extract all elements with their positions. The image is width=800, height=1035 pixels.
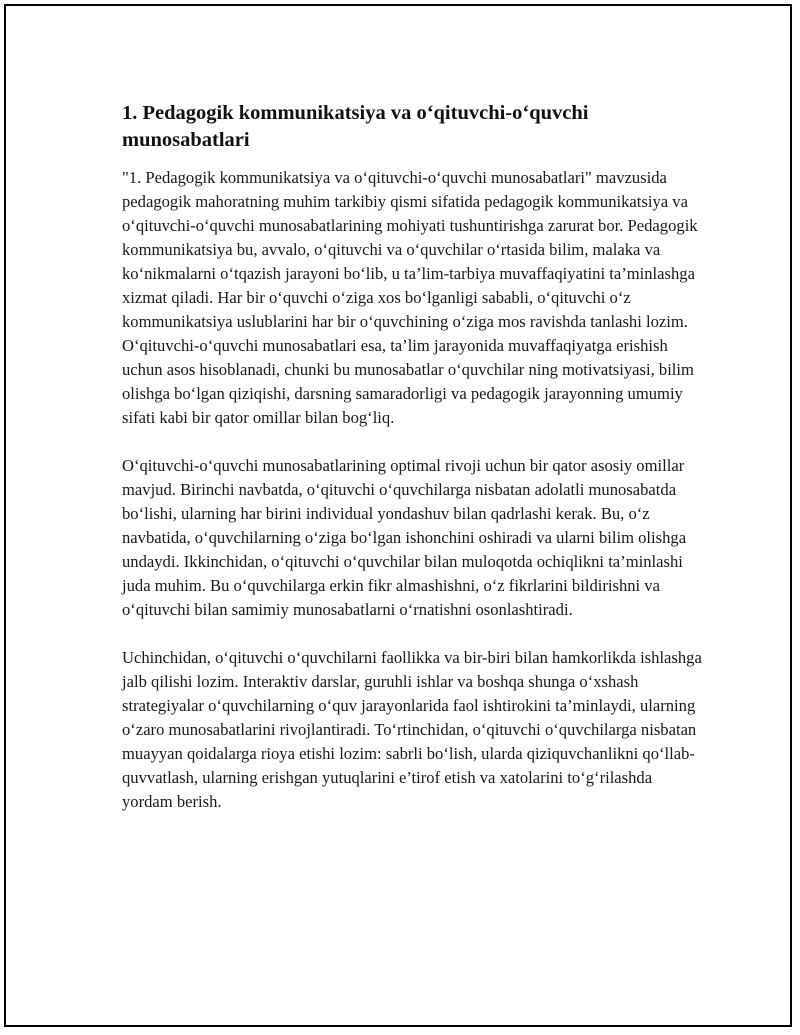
page-frame <box>4 4 792 1027</box>
document-title: 1. Pedagogik kommunikatsiya va o‘qituvchi-o‘quvchi munosabatlari <box>122 102 589 151</box>
paragraph-intro: "1. Pedagogik kommunikatsiya va o‘qituvchi-o‘quvchi munosabatlari" mavzusida pedagogik mahoratning muhim tarkibiy qismi sifatida pedagogik kommunikatsiya va o‘qituvchi-o‘quvchi munosabatlarining mohiyati tushuntirishga zarurat bor. Pedagogik kommunikatsiya bu, avvalo, o‘qituvchi va o‘quvchilar o‘rtasida bilim, malaka va ko‘nikmalarni o‘tqazish jarayoni bo‘lib, u ta’lim-tarbiya muvaffaqiyatini ta’minlashga xizmat qiladi. Har bir o‘quvchi o‘ziga xos bo‘lganligi sababli, o‘qituvchi o‘z kommunikatsiya uslublarini har bir o‘quvchining o‘ziga mos ravishda tanlashi lozim. O‘qituvchi-o‘quvchi munosabatlari esa, ta’lim jarayonida muvaffaqiyatga erishish uchun asos hisoblanadi, chunki bu munosabatlar o‘quvchilar ning motivatsiyasi, bilim olishga bo‘lgan qiziqishi, darsning samaradorligi va pedagogik jarayonning umumiy sifati kabi bir qator omillar bilan bog‘liq. <box>122 168 698 427</box>
document-body <box>122 100 702 838</box>
paragraph-key-factors: O‘qituvchi-o‘quvchi munosabatlarining optimal rivoji uchun bir qator asosiy omillar mavjud. Birinchi navbatda, o‘qituvchi o‘quvchilarga nisbatan adolatli munosabatda bo‘lishi, ularning har birini individual yondashuv bilan qadrlashi kerak. Bu, o‘z navbatida, o‘quvchilarning o‘ziga bo‘lgan ishonchini oshiradi va ularni bilim olishga undaydi. Ikkinchidan, o‘qituvchi o‘quvchilar bilan muloqotda ochiqlikni ta’minlashi juda muhim. Bu o‘quvchilarga erkin fikr almashishni, o‘z fikrlarini bildirishni va o‘qituvchi bilan samimiy munosabatlarni o‘rnatishni osonlashtiradi. <box>122 456 687 619</box>
paragraph-collaboration: Uchinchidan, o‘qituvchi o‘quvchilarni faollikka va bir-biri bilan hamkorlikda ishlashga jalb qilishi lozim. Interaktiv darslar, guruhli ishlar va boshqa shunga o‘xshash strategiyalar o‘quvchilarning o‘quv jarayonlarida faol ishtirokini ta’minlaydi, ularning o‘zaro munosabatlarini rivojlantiradi. To‘rtinchidan, o‘qituvchi o‘quvchilarga nisbatan muayyan qoidalarga rioya etishi lozim: sabrli bo‘lish, ularda qiziquvchanlikni qo‘llab-quvvatlash, ularning erishgan yutuqlarini e’tirof etish va xatolarini to‘g‘rilashda yordam berish. <box>122 648 702 811</box>
